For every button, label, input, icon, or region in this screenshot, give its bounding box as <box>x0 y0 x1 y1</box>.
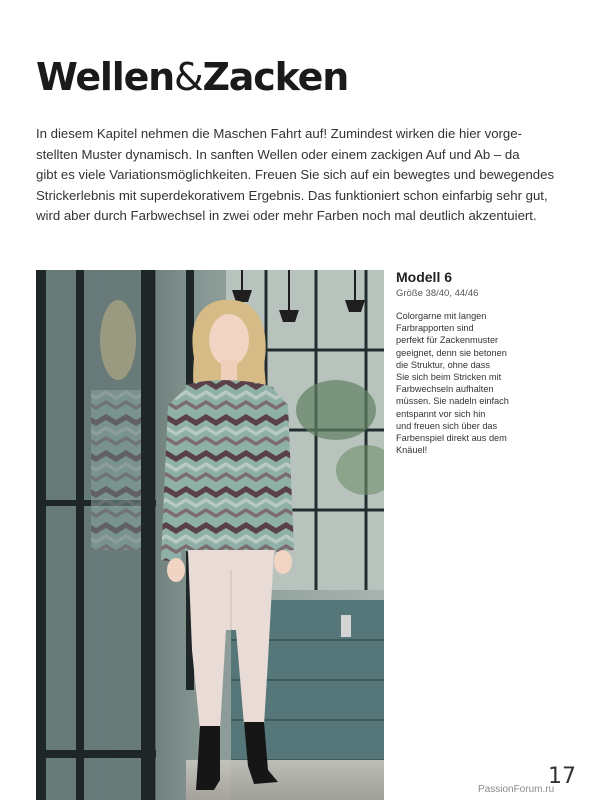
model-size: Größe 38/40, 44/46 <box>396 288 479 299</box>
watermark: PassionForum.ru <box>478 784 555 795</box>
intro-paragraph <box>36 124 566 227</box>
intro-line: In diesem Kapitel nehmen die Maschen Fahrt auf! Zumindest wirken die hier vorge- <box>36 126 522 141</box>
title-part-1: Wellen <box>36 55 175 99</box>
description-line: Colorgarne mit langen <box>396 311 487 321</box>
description-line: perfekt für Zackenmuster <box>396 335 499 346</box>
page-number: 17 <box>548 764 576 789</box>
title-part-2: Zacken <box>202 55 349 99</box>
description-line: und freuen sich über das <box>396 420 498 431</box>
description-line: Knäuel! <box>396 445 428 456</box>
model-photo-illustration <box>36 270 384 800</box>
description-line: Sie sich beim Stricken mit <box>396 372 502 383</box>
intro-line: Strickerlebnis mit superdekorativem Ergebnis. Das funktioniert schon einfarbig sehr gut, <box>36 187 548 203</box>
model-description <box>396 310 546 456</box>
description-line: müssen. Sie nadeln einfach <box>396 396 509 407</box>
page-title <box>36 55 349 99</box>
title-ampersand: & <box>174 55 203 99</box>
intro-line: stellten Muster dynamisch. In sanften Wellen oder einem zackigen Auf und Ab – da <box>36 146 520 162</box>
model-caption <box>396 268 546 456</box>
description-line: Farbenspiel direkt aus dem <box>396 433 507 444</box>
model-title: Modell 6 <box>396 269 453 285</box>
model-photo <box>36 270 384 800</box>
description-line: entspannt vor sich hin <box>396 408 486 419</box>
description-line: Farbwechseln aufhalten <box>396 384 494 395</box>
description-line: Farbrapporten sind <box>396 323 474 334</box>
intro-line: wird aber durch Farbwechsel in zwei oder mehr Farben noch mal deutlich akzentuiert. <box>36 208 537 223</box>
description-line: die Struktur, ohne dass <box>396 359 490 370</box>
intro-line: gibt es viele Variationsmöglichkeiten. Freuen Sie sich auf ein bewegtes und bewegendes <box>36 167 555 182</box>
description-line: geeignet, denn sie betonen <box>396 347 507 358</box>
